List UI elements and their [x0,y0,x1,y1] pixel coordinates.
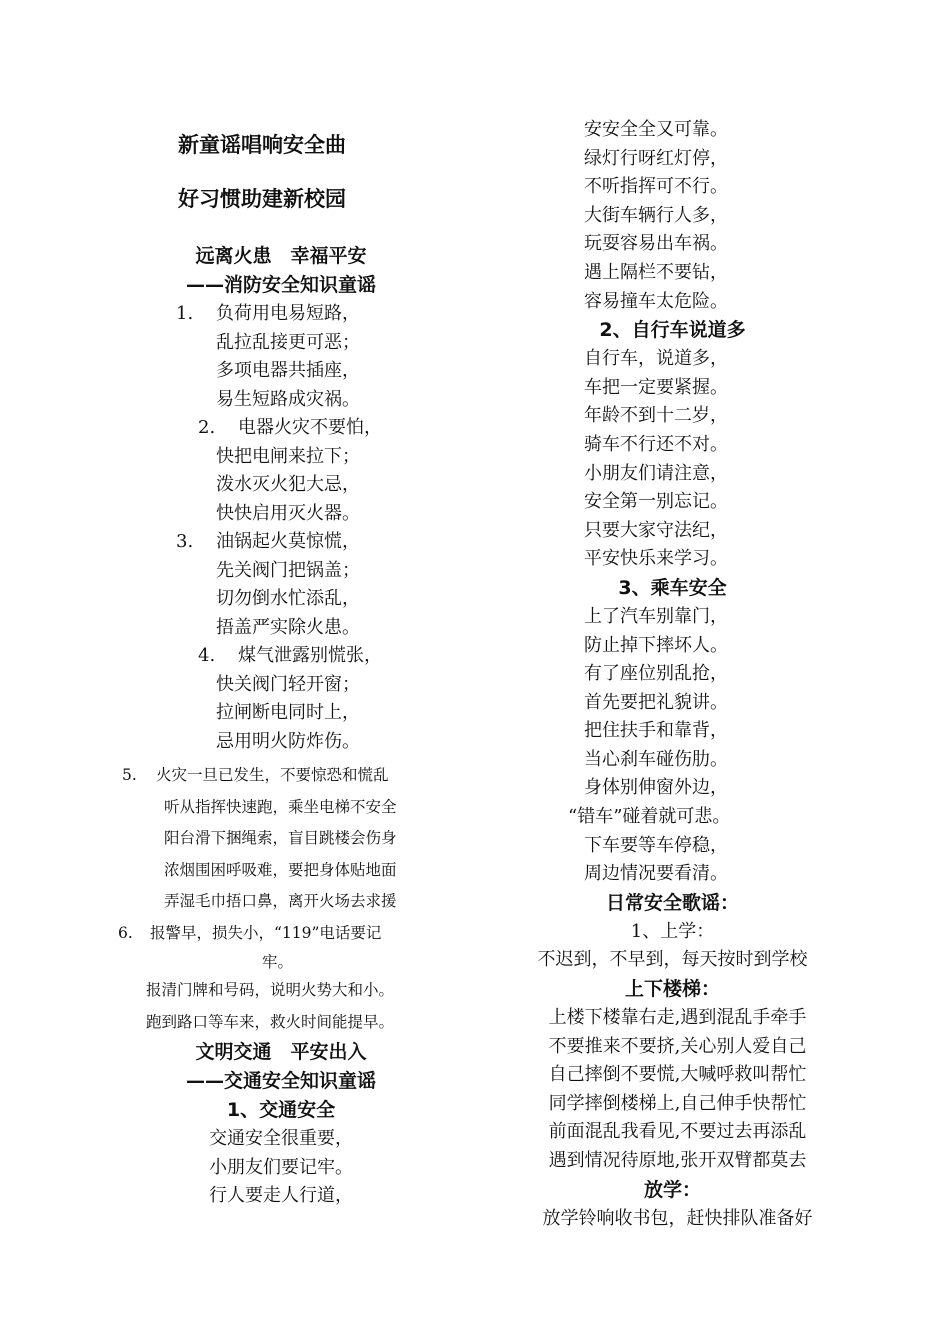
stanza-number: 1. [176,303,194,324]
fire-safety-heading: 远离火患 幸福平安 [195,245,367,267]
fire-stanza-3 [176,528,480,642]
poem-line: 捂盖严实除火患。 [216,616,360,638]
poem-line: “错车”碰着就可悲。 [568,806,731,828]
item-number: 5. [122,766,137,784]
traffic-section-2 [500,345,845,574]
poem-line: 首先要把礼貌讲。 [584,691,728,713]
poem-line: 上楼下楼靠右走,遇到混乱手牵手 [548,1007,807,1029]
poem-line: 当心刹车碰伤肋。 [584,748,728,770]
poem-line: 快把电闸来拉下； [216,445,360,467]
poem-line: 自己摔倒不要慌,大喊呼救叫帮忙 [548,1064,807,1086]
dismiss-title: 放学： [643,1178,701,1201]
poem-line: 同学摔倒楼梯上,自己伸手快帮忙 [548,1092,807,1114]
fire-stanza-4 [176,642,480,756]
poem-line: 牢。 [262,953,294,971]
poem-line: 行人要走人行道， [209,1185,353,1207]
poem-line: 小朋友们要记牢。 [209,1156,353,1178]
fire-item-5 [122,760,480,918]
stanza-number: 3. [176,531,194,552]
poem-line: 骑车不行还不对。 [584,433,728,455]
poem-line: 弄湿毛巾捂口鼻，离开火场去求援 [164,892,397,910]
poem-line: 交通安全很重要， [209,1128,353,1149]
poem-line: 油锅起火莫惊慌， [216,531,360,552]
poem-line: 忌用明火防炸伤。 [216,730,360,752]
traffic-section-1-title: 1、交通安全 [226,1099,336,1121]
poem-line: 玩耍容易出车祸。 [584,233,728,255]
document-title-2: 好习惯助建新校园 [178,187,346,211]
poem-line: 拉闸断电同时上， [216,702,360,723]
poem-line: 跑到路口等车来，救火时间能提早。 [146,1012,395,1031]
fire-safety-subheading: ——消防安全知识童谣 [185,274,376,296]
poem-line: 易生短路成灾祸。 [216,388,360,410]
poem-line: 有了座位别乱抢， [584,663,728,685]
poem-line: 火灾一旦已发生，不要惊恐和慌乱 [156,766,389,784]
poem-line: 先关阀门把锅盖； [216,559,360,581]
stanza-number: 4. [198,645,216,666]
traffic-safety-heading: 文明交通 平安出入 [195,1041,367,1063]
poem-line: 安安全全又可靠。 [584,119,728,140]
fire-stanza-1 [176,300,480,414]
poem-line: 报警早，损失小，“119”电话要记 [150,923,382,942]
poem-line: 快关阀门轻开窗； [216,673,360,695]
item-number: 6. [118,923,133,942]
poem-line: 前面混乱我看见,不要过去再添乱 [548,1121,807,1143]
poem-line: 安全第一别忘记。 [584,491,728,513]
poem-line: 平安快乐来学习。 [584,548,728,570]
poem-line: 快快启用灭火器。 [216,502,360,524]
poem-line: 报清门牌和号码，说明火势大和小。 [146,981,395,999]
poem-line: 上了汽车别靠门， [584,605,728,627]
daily-safety-heading: 日常安全歌谣： [605,891,739,914]
traffic-section-2-title: 2、自行车说道多 [599,319,746,342]
stairs-section [500,1004,845,1176]
poem-line: 小朋友们请注意， [584,462,728,484]
document-title-1: 新童谣唱响安全曲 [178,133,346,157]
school-line: 不迟到，不早到，每天按时到学校 [537,949,808,971]
poem-line: 大街车辆行人多， [584,204,728,226]
poem-line: 绿灯行呀红灯停， [584,147,728,169]
traffic-safety-subheading: ——交通安全知识童谣 [185,1070,376,1092]
poem-line: 车把一定要紧握。 [584,376,728,398]
dismiss-line: 放学铃响收书包，赶快排队准备好 [542,1207,813,1229]
poem-line: 不听指挥可不行。 [584,176,728,198]
poem-line: 阳台滑下捆绳索，盲目跳楼会伤身 [164,829,397,847]
poem-line: 负荷用电易短路， [216,303,360,324]
poem-line: 不要推来不要挤,关心别人爱自己 [548,1035,807,1057]
poem-line: 身体别伸窗外边， [584,777,728,799]
poem-line: 泼水灭火犯大忌， [216,474,360,495]
left-column [100,118,480,1211]
fire-stanza-2 [176,414,480,528]
poem-line: 听从指挥快速跑，乘坐电梯不安全 [164,797,397,816]
traffic-section-3-title: 3、乘车安全 [618,576,727,599]
poem-line: 电器火灾不要怕， [238,417,382,438]
fire-item-6 [118,918,480,1039]
poem-line: 年龄不到十二岁， [584,405,728,427]
traffic-section-1-left [82,1125,480,1211]
poem-line: 浓烟围困呼吸难，要把身体贴地面 [164,860,397,879]
poem-line: 多项电器共插座， [216,360,360,381]
stairs-title: 上下楼梯： [624,978,720,1001]
poem-line: 容易撞车太危险。 [584,290,728,312]
poem-line: 防止掉下摔坏人。 [584,634,728,656]
poem-line: 遇到情况待原地,张开双臂都莫去 [548,1150,807,1171]
poem-line: 只要大家守法纪， [584,519,728,541]
poem-line: 把住扶手和靠背， [584,720,728,742]
right-column [500,116,845,1233]
poem-line: 煤气泄露别慌张， [238,645,382,666]
stanza-number: 2. [198,417,216,438]
traffic-section-1-continued [500,116,845,316]
poem-line: 遇上隔栏不要钻， [584,261,728,283]
poem-line: 自行车，说道多， [584,348,728,370]
school-title: 1、上学： [630,920,715,942]
poem-line: 乱拉乱接更可恶； [216,331,360,353]
poem-line: 下车要等车停稳， [584,834,728,856]
poem-line: 切勿倒水忙添乱， [216,588,360,609]
traffic-section-3 [500,603,845,889]
poem-line: 周边情况要看清。 [584,863,728,885]
